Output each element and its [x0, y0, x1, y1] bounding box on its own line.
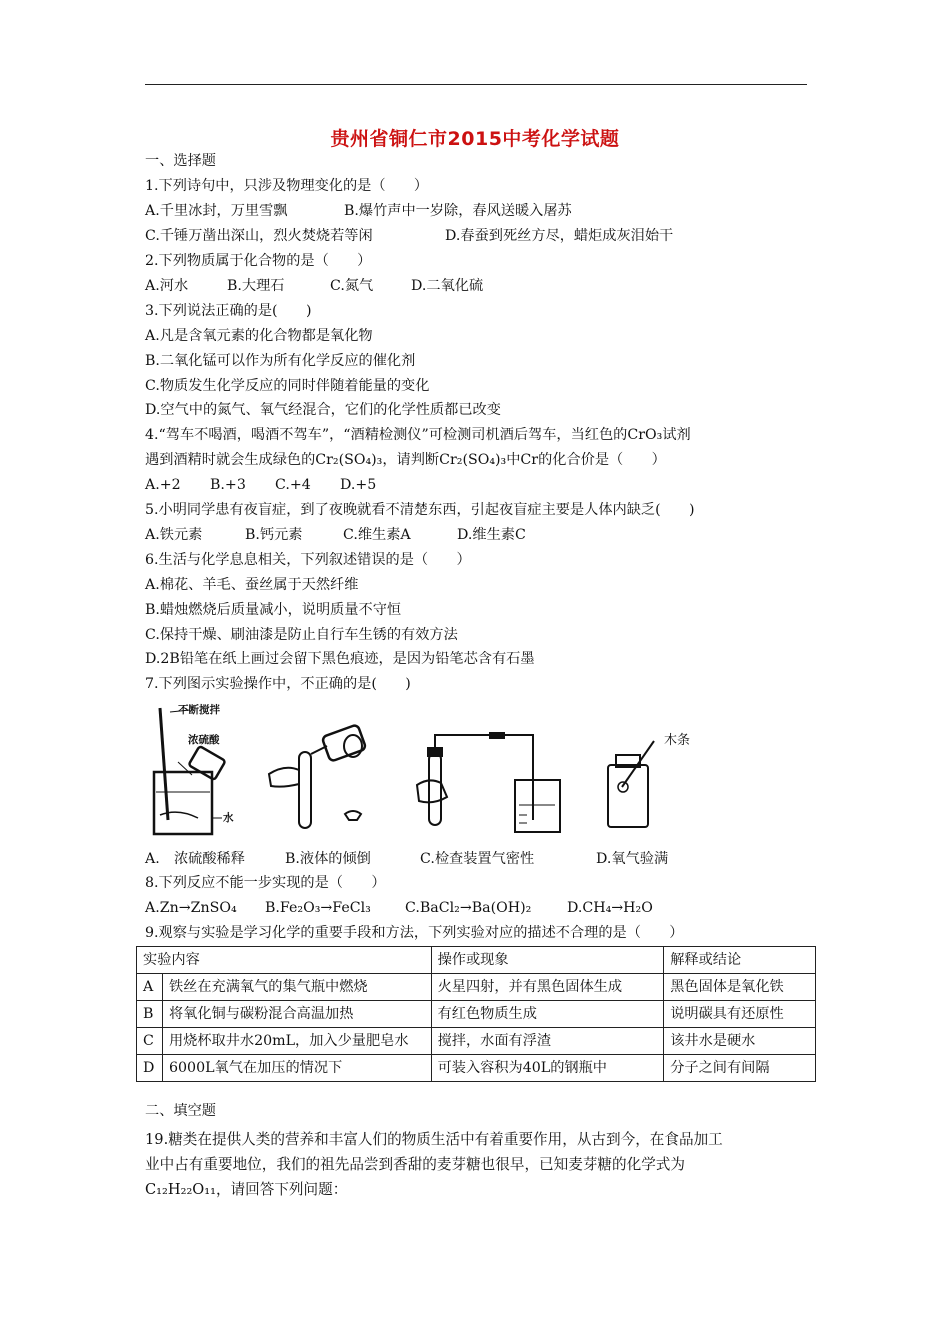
q8-option-b: B.Fe₂O₃→FeCl₃	[265, 900, 371, 916]
q6-option-b: B.蜡烛燃烧后质量减小，说明质量不守恒	[145, 602, 402, 618]
q5-option-c: C.维生素A	[343, 527, 411, 543]
figure-label-acid: 浓硫酸	[188, 734, 220, 746]
section-heading: 二、填空题	[145, 1103, 216, 1119]
row-phenomenon: 有红色物质生成	[431, 1001, 664, 1028]
figure-gas-tightness	[415, 725, 565, 837]
page-title: 贵州省铜仁市2015中考化学试题	[330, 128, 620, 150]
table-header-row	[137, 947, 816, 974]
q6-option-a: A.棉花、羊毛、蚕丝属于天然纤维	[145, 577, 359, 593]
row-content: 6000L氧气在加压的情况下	[162, 1055, 431, 1082]
q5-option-d: D.维生素C	[457, 527, 526, 543]
row-conclusion: 该井水是硬水	[664, 1028, 816, 1055]
question-9-stem: 9.观察与实验是学习化学的重要手段和方法，下列实验对应的描述不合理的是（ ）	[145, 925, 684, 941]
question-4-line-1: 4.“驾车不喝酒，喝酒不驾车”，“酒精检测仪”可检测司机酒后驾车，当红色的CrO₃试剂	[145, 427, 691, 443]
q2-option-a: A.河水	[145, 278, 189, 294]
figure-label-stick: 木条	[664, 733, 691, 748]
q2-option-c: C.氮气	[330, 278, 374, 294]
q8-option-a: A.Zn→ZnSO₄	[145, 900, 237, 916]
row-key: A	[137, 974, 163, 1001]
question-2-stem: 2.下列物质属于化合物的是（ ）	[145, 253, 372, 269]
table-row	[137, 974, 816, 1001]
table-header: 操作或现象	[431, 947, 664, 974]
row-content: 将氧化铜与碳粉混合高温加热	[162, 1001, 431, 1028]
q4-option-b: B.+3	[210, 477, 246, 493]
q2-option-b: B.大理石	[227, 278, 285, 294]
q4-option-d: D.+5	[340, 477, 377, 493]
section-heading: 一、选择题	[145, 153, 216, 169]
q5-option-b: B.钙元素	[245, 527, 303, 543]
q3-option-d: D.空气中的氮气、氧气经混合，它们的化学性质都已改变	[145, 402, 501, 418]
question-3-stem: 3.下列说法正确的是( )	[145, 303, 312, 319]
table-row	[137, 1055, 816, 1082]
q3-option-c: C.物质发生化学反应的同时伴随着能量的变化	[145, 378, 430, 394]
figure-label-stir: 不断搅拌	[178, 704, 220, 716]
row-key: B	[137, 1001, 163, 1028]
q4-option-a: A.+2	[145, 477, 181, 493]
q6-option-c: C.保持干燥、刷油漆是防止自行车生锈的有效方法	[145, 627, 458, 643]
question-7-stem: 7.下列图示实验操作中，不正确的是( )	[145, 676, 411, 692]
question-4-line-2: 遇到酒精时就会生成绿色的Cr₂(SO₄)₃，请判断Cr₂(SO₄)₃中Cr的化合价是（ ）	[145, 452, 666, 468]
experiment-table	[136, 946, 816, 1082]
q4-option-c: C.+4	[275, 477, 311, 493]
question-19-line-3: C₁₂H₂₂O₁₁，请回答下列问题：	[145, 1181, 348, 1198]
row-conclusion: 分子之间有间隔	[664, 1055, 816, 1082]
q1-option-b: B.爆竹声中一岁除，春风送暖入屠苏	[344, 203, 572, 219]
header-rule	[145, 84, 807, 85]
q1-option-c: C.千锤万凿出深山，烈火焚烧若等闲	[145, 228, 373, 244]
row-phenomenon: 搅拌，水面有浮渣	[431, 1028, 664, 1055]
row-conclusion: 黑色固体是氧化铁	[664, 974, 816, 1001]
table-row	[137, 1001, 816, 1028]
q7-option-a: A. 浓硫酸稀释	[145, 851, 245, 867]
q7-option-b: B.液体的倾倒	[285, 851, 371, 867]
figure-oxygen-test	[600, 735, 660, 835]
question-6-stem: 6.生活与化学息息相关，下列叙述错误的是（ ）	[145, 552, 471, 568]
figure-label-water: 水	[223, 812, 234, 824]
row-conclusion: 说明碳具有还原性	[664, 1001, 816, 1028]
row-content: 用烧杯取井水20mL，加入少量肥皂水	[162, 1028, 431, 1055]
figure-pouring-liquid	[265, 722, 385, 832]
table-header: 实验内容	[137, 947, 432, 974]
figure-acid-dilution	[148, 700, 253, 845]
table-header: 解释或结论	[664, 947, 816, 974]
q1-option-d: D.春蚕到死丝方尽，蜡炬成灰泪始干	[445, 228, 674, 244]
q7-option-d: D.氧气验满	[596, 851, 669, 867]
row-content: 铁丝在充满氧气的集气瓶中燃烧	[162, 974, 431, 1001]
q8-option-c: C.BaCl₂→Ba(OH)₂	[405, 900, 532, 916]
q2-option-d: D.二氧化硫	[411, 278, 484, 294]
row-phenomenon: 火星四射，并有黑色固体生成	[431, 974, 664, 1001]
question-19-line-1: 19.糖类在提供人类的营养和丰富人们的物质生活中有着重要作用，从古到今，在食品加工	[145, 1131, 723, 1148]
q3-option-a: A.凡是含氧元素的化合物都是氧化物	[145, 328, 373, 344]
q1-option-a: A.千里冰封，万里雪飘	[145, 203, 288, 219]
row-key: D	[137, 1055, 163, 1082]
q7-option-c: C.检查装置气密性	[420, 851, 535, 867]
question-8-stem: 8.下列反应不能一步实现的是（ ）	[145, 875, 386, 891]
question-19-line-2: 业中占有重要地位，我们的祖先品尝到香甜的麦芽糖也很早，已知麦芽糖的化学式为	[145, 1156, 685, 1173]
table-row	[137, 1028, 816, 1055]
row-phenomenon: 可装入容积为40L的钢瓶中	[431, 1055, 664, 1082]
q6-option-d: D.2B铅笔在纸上画过会留下黑色痕迹，是因为铅笔芯含有石墨	[145, 651, 535, 667]
q5-option-a: A.铁元素	[145, 527, 203, 543]
q8-option-d: D.CH₄→H₂O	[567, 900, 653, 916]
row-key: C	[137, 1028, 163, 1055]
q3-option-b: B.二氧化锰可以作为所有化学反应的催化剂	[145, 353, 416, 369]
question-1-stem: 1.下列诗句中，只涉及物理变化的是（ ）	[145, 178, 429, 194]
question-5-stem: 5.小明同学患有夜盲症，到了夜晚就看不清楚东西，引起夜盲症主要是人体内缺乏( )	[145, 502, 695, 518]
